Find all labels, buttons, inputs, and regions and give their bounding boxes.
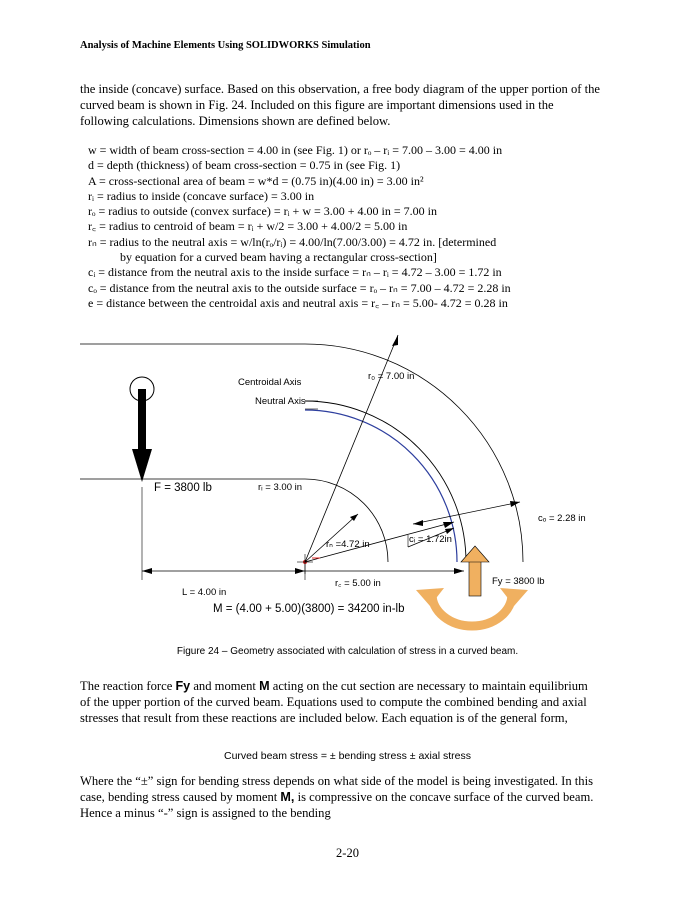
label-neutral-axis: Neutral Axis xyxy=(255,396,306,407)
figure-24 xyxy=(80,302,610,642)
curved-beam-diagram xyxy=(80,302,610,642)
label-l: L = 4.00 in xyxy=(182,587,227,598)
def-a: A = cross-sectional area of beam = w*d = (0.75 in)(4.00 in) = 3.00 in² xyxy=(88,173,424,188)
figure-caption: Figure 24 – Geometry associated with calculation of stress in a curved beam. xyxy=(176,646,519,657)
def-d: d = depth (thickness) of beam cross-section = 0.75 in (see Fig. 1) xyxy=(88,158,401,173)
def-w: w = width of beam cross-section = 4.00 in (see Fig. 1) or rₒ – rᵢ = 7.00 – 3.00 = 4.00 in xyxy=(88,143,503,157)
force-arrow-shaft xyxy=(138,389,146,449)
def-rn: rₙ = radius to the neutral axis = w/ln(rₒ/rᵢ) = 4.00/ln(7.00/3.00) = 4.72 in. [determined xyxy=(88,234,497,249)
intro-paragraph: the inside (concave) surface. Based on this observation, a free body diagram of the upper portion of the curved beam is shown in Fig. 24. Included on this figure are important dimensions used in the following calculations. Dimensions shown are defined below. xyxy=(80,82,601,128)
label-rn: rₙ =4.72 in xyxy=(326,539,370,550)
ro-dimension-line xyxy=(305,335,398,562)
m-symbol-2: M, xyxy=(280,790,295,804)
def-rn-cont: by equation for a curved beam having a rectangular cross-section] xyxy=(120,250,437,265)
label-rc: r꜀ = 5.00 in xyxy=(335,578,381,589)
def-ro: rₒ = radius to outside (convex surface) = rᵢ + w = 3.00 + 4.00 in = 7.00 in xyxy=(88,204,437,219)
moment-arrow-right xyxy=(500,588,528,606)
moment-arrow-left xyxy=(416,588,444,606)
label-ro: r₀ = 7.00 in xyxy=(368,371,415,382)
co-dimension-line xyxy=(413,502,520,524)
label-ri: rᵢ = 3.00 in xyxy=(258,482,303,493)
def-ci: cᵢ = distance from the neutral axis to the inside surface = rₙ – rᵢ = 4.72 – 3.00 = 1.72 in xyxy=(88,265,502,280)
body-paragraph-1: The reaction force Fy and moment M acting on the cut section are necessary to maintain equilibrium of the upper portion of the curved beam. Equations used to compute the combined bending and axial stresses that result from these reactions are included below. Each equation is of the general form, xyxy=(80,679,588,725)
fy-symbol: Fy xyxy=(175,679,191,693)
force-arrow-head xyxy=(132,449,152,482)
dimension-definitions xyxy=(88,143,608,311)
def-rc: r꜀ = radius to centroid of beam = rᵢ + w/2 = 3.00 + 4.00/2 = 5.00 in xyxy=(88,219,408,234)
label-ci: cᵢ = 1.72in xyxy=(409,534,452,545)
def-ri: rᵢ = radius to inside (concave surface) = 3.00 in xyxy=(88,188,315,203)
label-force: F = 3800 lb xyxy=(154,482,212,494)
body-paragraph-2: Where the “±” sign for bending stress depends on what side of the model is being investigated. In this case, bending stress caused by moment M, is compressive on the concave surface of the curved beam. Hence a minus “-” sign is assigned to the bending xyxy=(80,774,594,820)
general-stress-formula: Curved beam stress = ± bending stress ± axial stress xyxy=(223,750,471,762)
moment-arc xyxy=(432,594,512,626)
page-number: 2-20 xyxy=(336,846,359,860)
running-header: Analysis of Machine Elements Using SOLIDWORKS Simulation xyxy=(80,40,371,51)
label-co: cₒ = 2.28 in xyxy=(538,513,586,524)
def-co: cₒ = distance from the neutral axis to the outside surface = rₒ – rₙ = 7.00 – 4.72 = 2.28 in xyxy=(88,280,511,295)
m-symbol: M xyxy=(259,679,270,693)
def-e: e = distance between the centroidal axis and neutral axis = r꜀ – rₙ = 5.00- 4.72 = 0.28 in xyxy=(88,295,508,310)
label-centroidal-axis: Centroidal Axis xyxy=(238,377,302,388)
fy-arrow-shaft xyxy=(469,560,481,596)
label-fy: Fy = 3800 lb xyxy=(492,576,545,587)
label-moment: M = (4.00 + 5.00)(3800) = 34200 in-lb xyxy=(213,603,405,615)
